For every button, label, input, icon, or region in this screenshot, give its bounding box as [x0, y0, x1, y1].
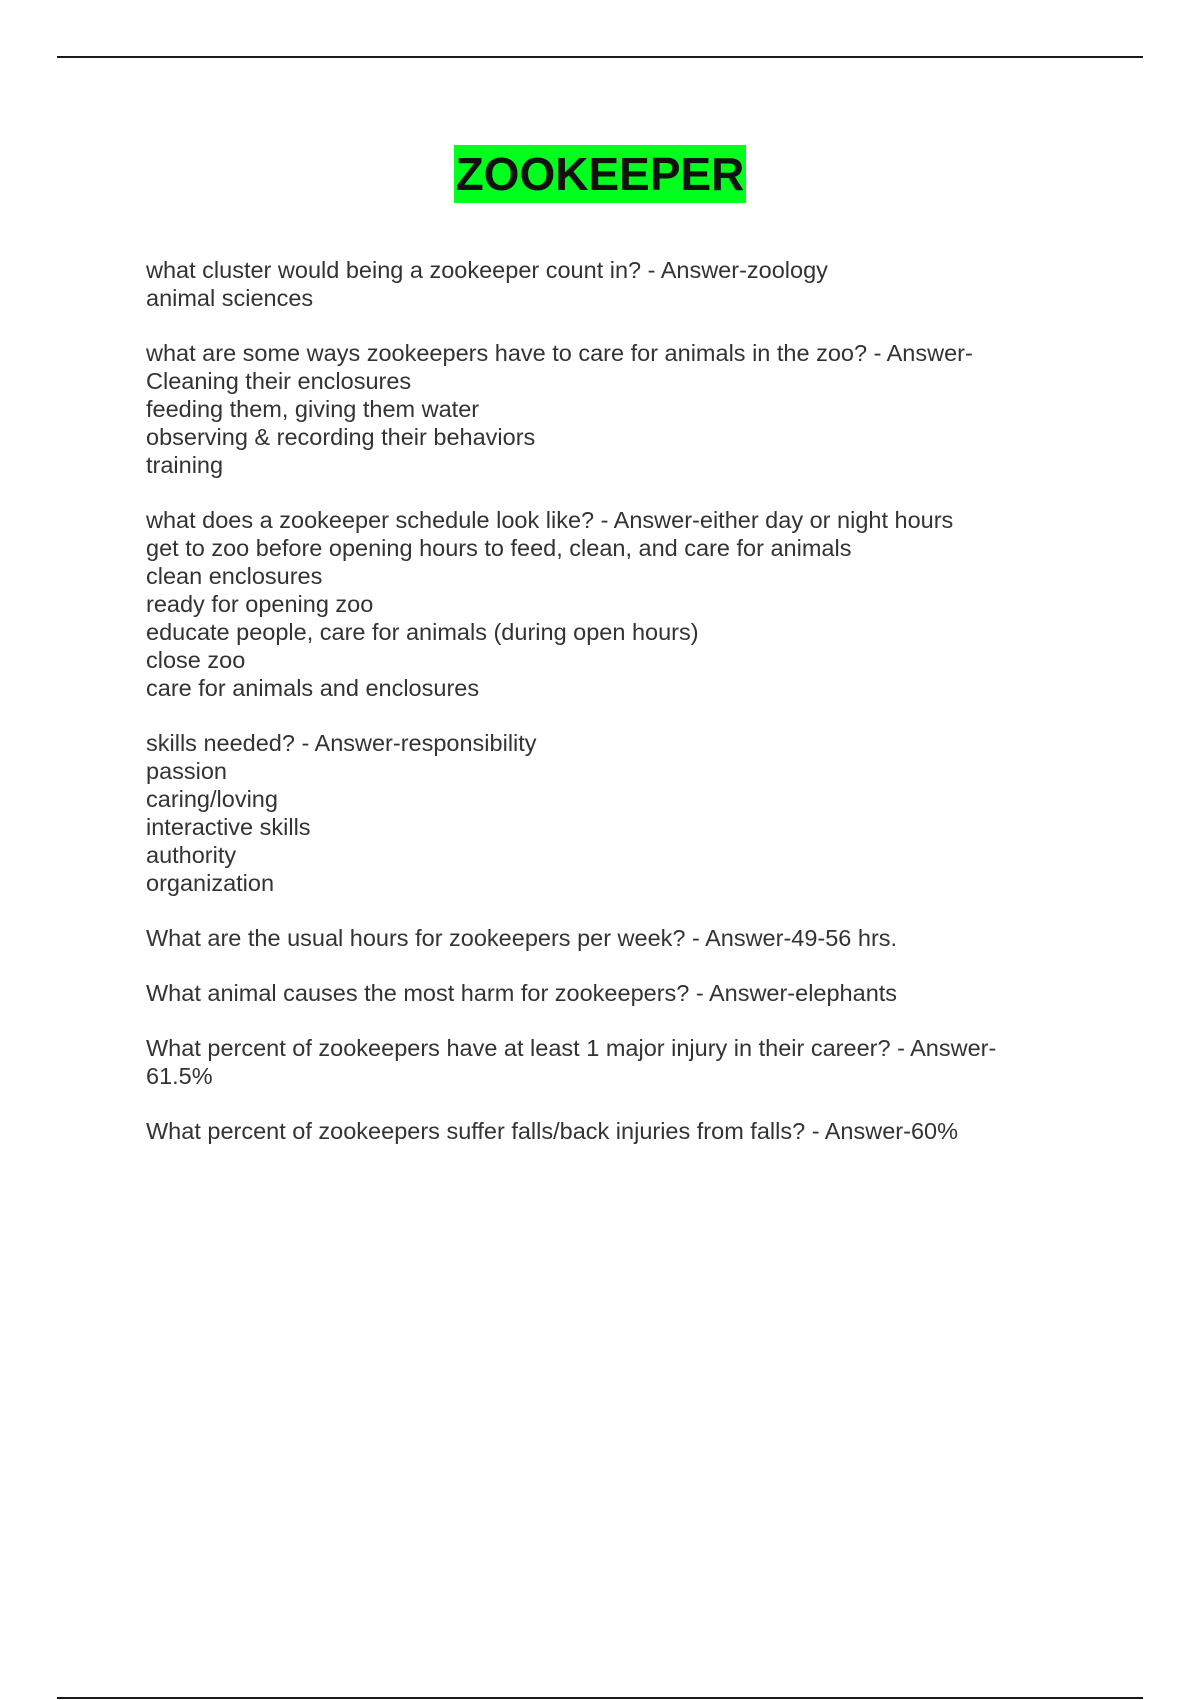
qa-entry — [146, 1117, 1046, 1145]
qa-entry — [146, 924, 1046, 952]
qa-answer-line: close zoo — [146, 647, 246, 673]
qa-entry — [146, 1034, 1046, 1090]
qa-answer-line: Cleaning their enclosures — [146, 368, 412, 394]
qa-answer-line: interactive skills — [146, 814, 311, 840]
qa-answer-line: organization — [146, 870, 275, 896]
top-divider — [57, 56, 1143, 58]
qa-question-line: What percent of zookeepers suffer falls/back injuries from falls? - Answer-60% — [146, 1118, 958, 1144]
qa-entry — [146, 256, 1046, 312]
qa-answer-line: clean enclosures — [146, 563, 323, 589]
qa-answer-line: care for animals and enclosures — [146, 675, 480, 701]
qa-question-line: what does a zookeeper schedule look like? - Answer-either day or night hours — [146, 507, 954, 533]
qa-entry — [146, 339, 1046, 479]
qa-answer-line: feeding them, giving them water — [146, 396, 480, 422]
qa-answer-line: get to zoo before opening hours to feed, clean, and care for animals — [146, 535, 852, 561]
bottom-divider — [57, 1697, 1143, 1699]
qa-question-line: what cluster would being a zookeeper count in? - Answer-zoology — [146, 257, 828, 283]
title-container — [0, 145, 1200, 203]
qa-question-line: what are some ways zookeepers have to care for animals in the zoo? - Answer- — [146, 340, 973, 366]
qa-answer-line: ready for opening zoo — [146, 591, 374, 617]
qa-answer-line: educate people, care for animals (during open hours) — [146, 619, 699, 645]
qa-entry — [146, 506, 1046, 702]
qa-answer-line: authority — [146, 842, 237, 868]
qa-answer-line: observing & recording their behaviors — [146, 424, 536, 450]
qa-answer-line: passion — [146, 758, 227, 784]
qa-question-line: What animal causes the most harm for zookeepers? - Answer-elephants — [146, 980, 898, 1006]
document-title: ZOOKEEPER — [454, 145, 747, 203]
qa-entry — [146, 729, 1046, 897]
qa-answer-line: training — [146, 452, 224, 478]
qa-answer-line: 61.5% — [146, 1063, 213, 1089]
qa-question-line: What are the usual hours for zookeepers per week? - Answer-49-56 hrs. — [146, 925, 898, 951]
qa-question-line: What percent of zookeepers have at least 1 major injury in their career? - Answer- — [146, 1035, 997, 1061]
qa-list — [146, 256, 1046, 1172]
qa-entry — [146, 979, 1046, 1007]
qa-answer-line: caring/loving — [146, 786, 278, 812]
qa-question-line: skills needed? - Answer-responsibility — [146, 730, 537, 756]
qa-answer-line: animal sciences — [146, 285, 314, 311]
